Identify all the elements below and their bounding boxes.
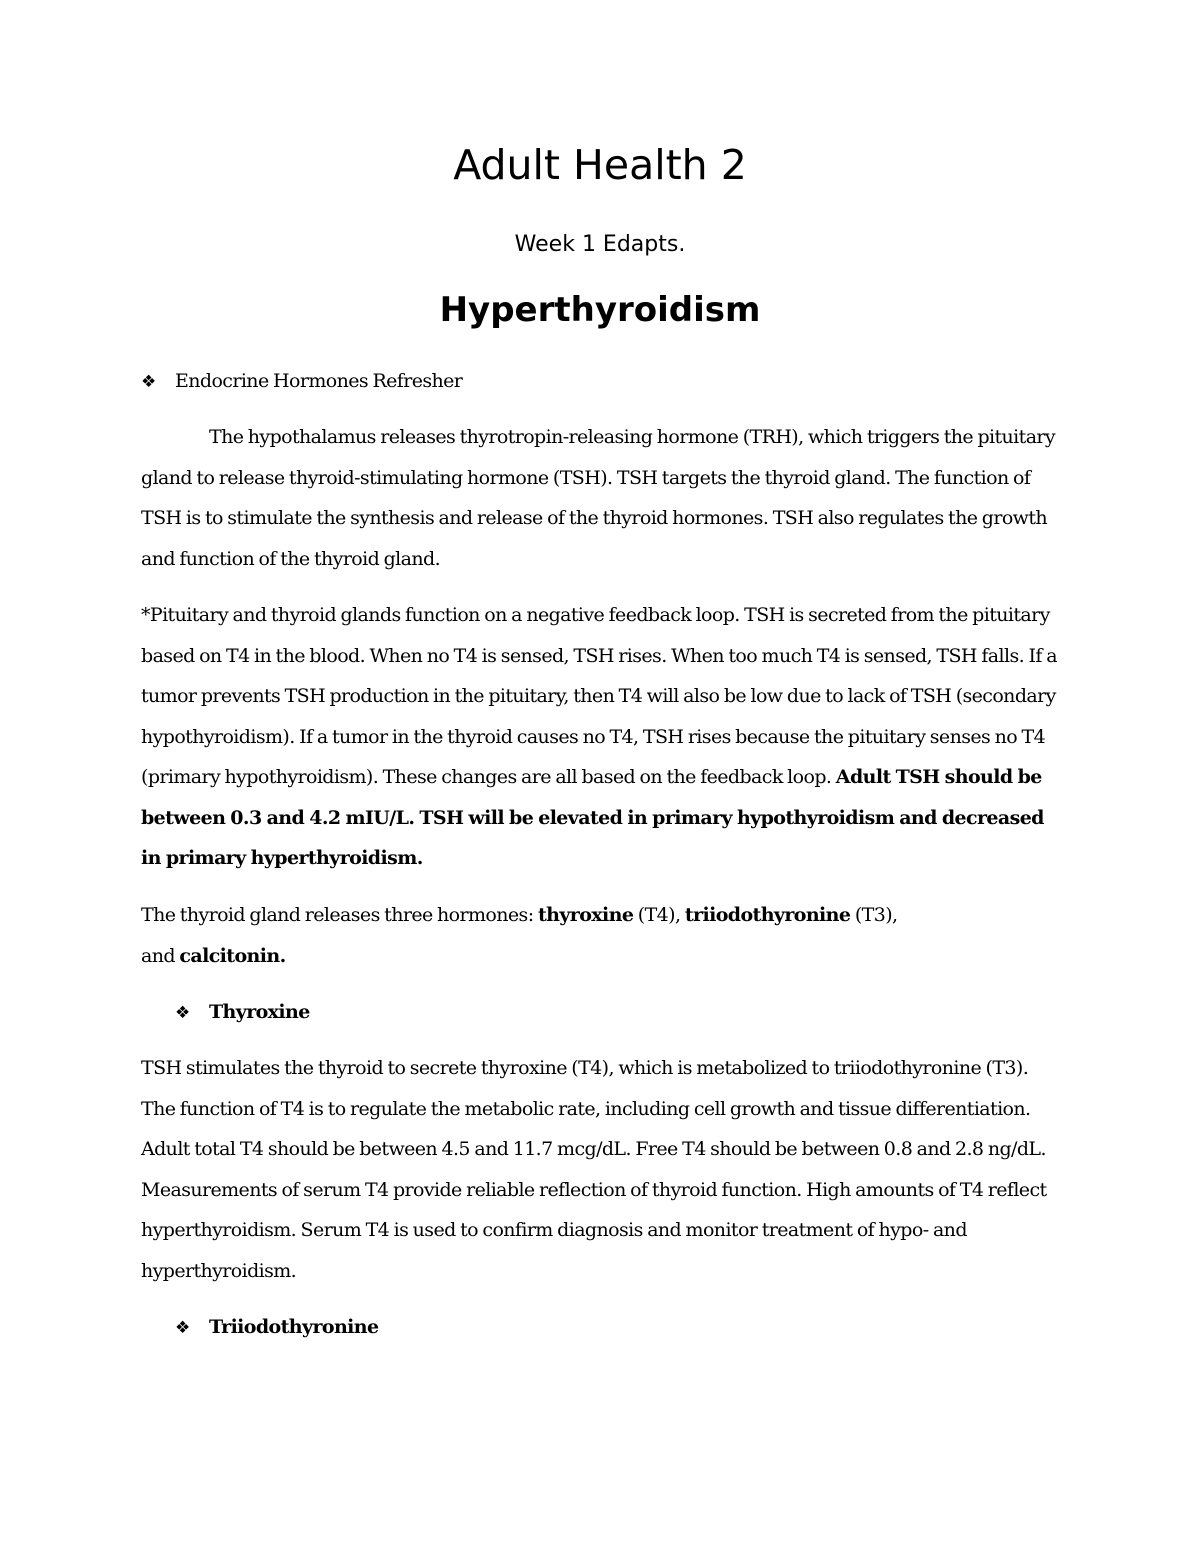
paragraph-emphasis: Adult TSH should be between 0.3 and 4.2 mIU/L. TSH will be elevated in primary hypothyroidism and decreased in primary hyperthyroidism. [141, 766, 1044, 869]
bullet-item-triiodothyronine [175, 1312, 378, 1343]
bullet-label: Triiodothyronine [209, 1316, 379, 1338]
paragraph-thyroid-hormones [141, 895, 1066, 976]
bullet-label: Thyroxine [209, 1001, 310, 1023]
bullet-label: Endocrine Hormones Refresher [175, 370, 463, 392]
hormone-name: thyroxine [537, 904, 634, 926]
paragraph-thyroxine: TSH stimulates the thyroid to secrete thyroxine (T4), which is metabolized to triiodothyronine (T3). The function of T4 is to regulate the metabolic rate, including cell growth and tissue differentiation. Adult total T4 should be between 4.5 and 11.7 mcg/dL. Free T4 should be between 0.8 and 2.8 ng/dL. Measurements of serum T4 provide reliable reflection of thyroid function. High amounts of T4 reflect hyperthyroidism. Serum T4 is used to confirm diagnosis and monitor treatment of hypo- and hyperthyroidism. [141, 1057, 1047, 1282]
hormone-name: triiodothyronine [684, 904, 851, 926]
hormone-name: calcitonin. [179, 944, 286, 967]
diamond-bullet-icon: ❖ [141, 372, 156, 392]
document-subtitle: Week 1 Edapts. [514, 232, 686, 257]
bullet-item-refresher [141, 366, 462, 397]
paragraph-text: The thyroid gland releases three hormones: [141, 904, 534, 926]
hormone-abbr: (T3), [854, 904, 898, 926]
paragraph-text: *Pituitary and thyroid glands function on a negative feedback loop. TSH is secreted from the pituitary based on T4 in the blood. When no T4 is sensed, TSH rises. When too much T4 is sensed, TSH falls. If a tumor prevents TSH production in the pituitary, then T4 will also be low due to lack of TSH (secondary hypothyroidism). If a tumor in the thyroid causes no T4, TSH rises because the pituitary senses no T4 (primary hypothyroidism). These changes are all based on the feedback loop. [141, 604, 1057, 788]
bullet-item-thyroxine [175, 997, 310, 1028]
paragraph-hormone-intro: The hypothalamus releases thyrotropin-releasing hormone (TRH), which triggers the pituitary gland to release thyroid-stimulating hormone (TSH). TSH targets the thyroid gland. The function of TSH is to stimulate the synthesis and release of the thyroid hormones. TSH also regulates the growth and function of the thyroid gland. [141, 426, 1056, 570]
diamond-bullet-icon: ❖ [175, 1318, 190, 1338]
section-heading: Hyperthyroidism [439, 290, 761, 330]
paragraph-feedback-loop [141, 595, 1066, 879]
hormone-abbr: (T4), [637, 904, 681, 926]
document-title: Adult Health 2 [453, 141, 747, 189]
paragraph-text: and [141, 944, 175, 967]
diamond-bullet-icon: ❖ [175, 1003, 190, 1023]
